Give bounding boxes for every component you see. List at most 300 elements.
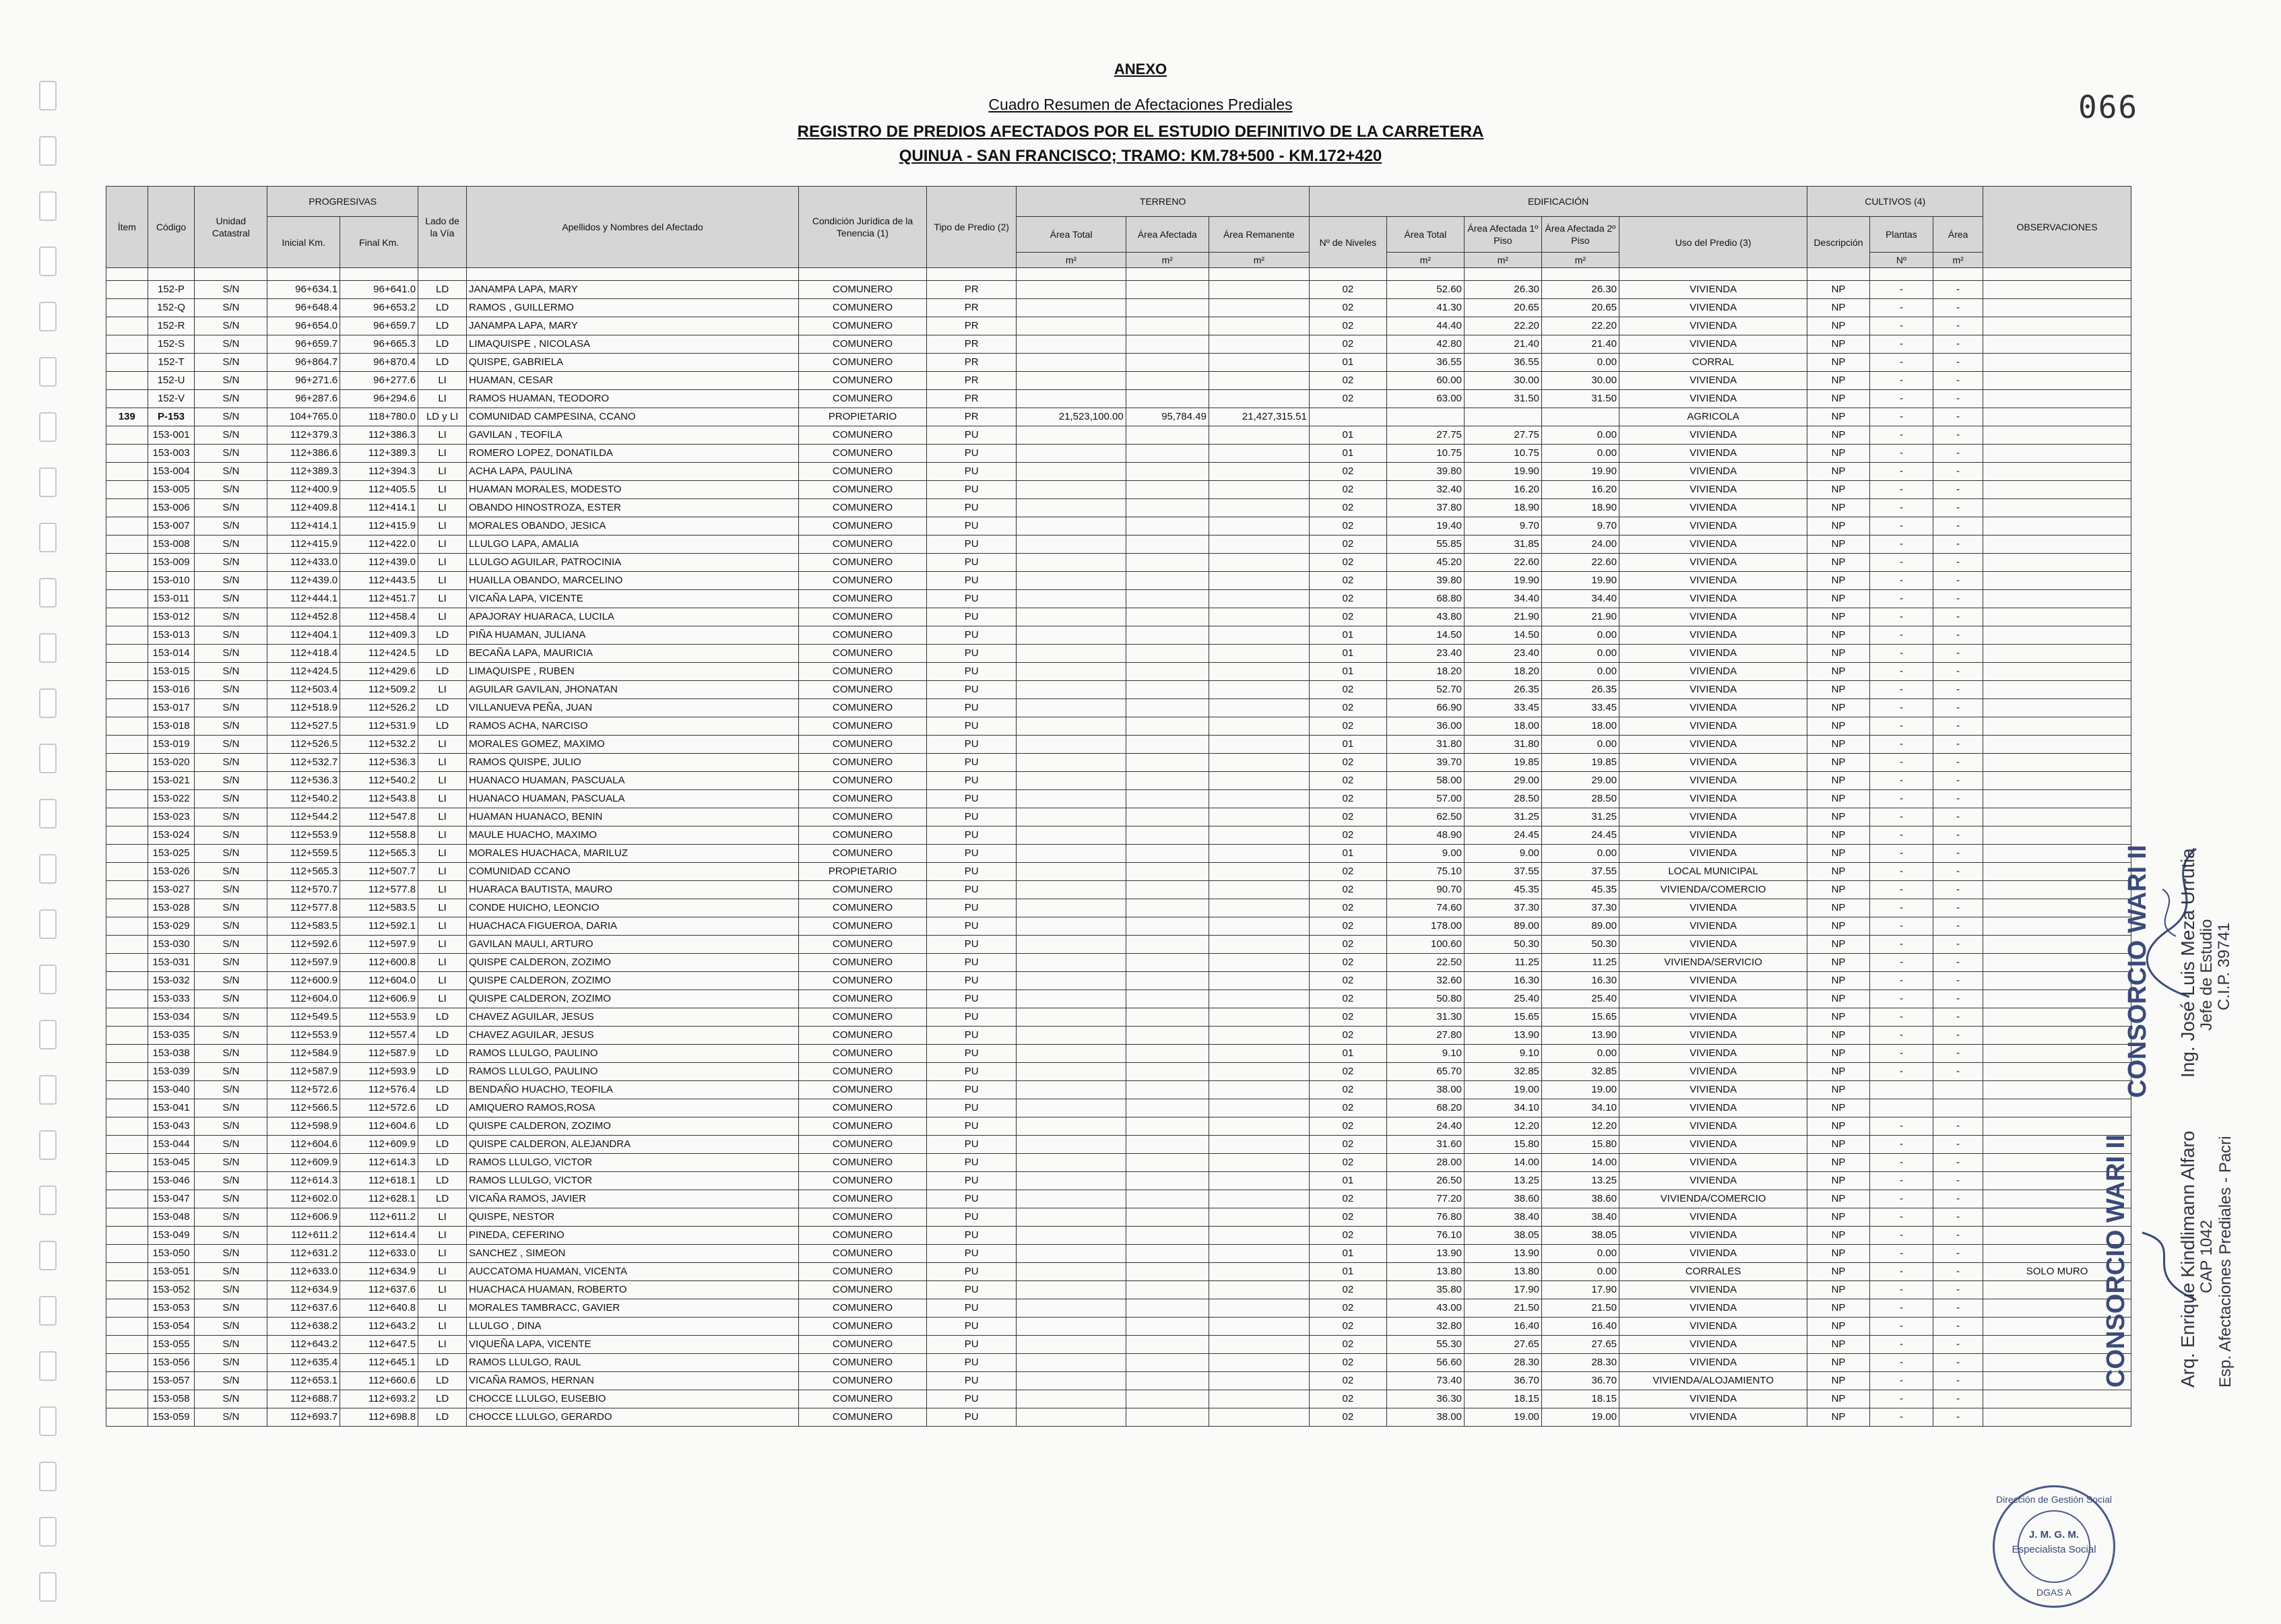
cell-uso: VIVIENDA bbox=[1619, 481, 1807, 499]
cell-t_af bbox=[1126, 663, 1209, 681]
col-cultivos: CULTIVOS (4) bbox=[1807, 187, 1983, 217]
cell-t_tot bbox=[1017, 754, 1126, 772]
cell-desc: NP bbox=[1807, 954, 1869, 972]
cell-niv: 02 bbox=[1309, 881, 1386, 899]
cell-uso: VIVIENDA bbox=[1619, 372, 1807, 390]
cell-fin: 112+600.8 bbox=[340, 954, 418, 972]
cell-t_af bbox=[1126, 772, 1209, 790]
cell-uso: VIVIENDA bbox=[1619, 681, 1807, 699]
table-row bbox=[106, 372, 2131, 390]
cell-uc: S/N bbox=[195, 1063, 267, 1081]
cell-item bbox=[106, 590, 148, 608]
cell-niv: 02 bbox=[1309, 1372, 1386, 1390]
cell-p2: 0.00 bbox=[1541, 354, 1619, 372]
stamp-initials: J. M. G. M. bbox=[2028, 1529, 2080, 1540]
cell-ini: 112+633.0 bbox=[267, 1263, 340, 1281]
cell-ar: - bbox=[1933, 1318, 1983, 1336]
cell-pl: - bbox=[1869, 517, 1933, 535]
cell-uc: S/N bbox=[195, 936, 267, 954]
cell-p2: 24.45 bbox=[1541, 826, 1619, 845]
cell-p1: 29.00 bbox=[1464, 772, 1541, 790]
cell-p2: 31.25 bbox=[1541, 808, 1619, 826]
cell-desc: NP bbox=[1807, 408, 1869, 426]
cell-obs bbox=[1983, 1063, 2131, 1081]
cell-t_tot bbox=[1017, 645, 1126, 663]
cell-uso: VIVIENDA bbox=[1619, 535, 1807, 554]
cell-p2: 21.50 bbox=[1541, 1299, 1619, 1318]
cell-uc: S/N bbox=[195, 1136, 267, 1154]
cell-obs bbox=[1983, 699, 2131, 717]
cell-ini: 112+643.2 bbox=[267, 1336, 340, 1354]
cell-pl: - bbox=[1869, 1408, 1933, 1427]
cell-uso: VIVIENDA bbox=[1619, 1027, 1807, 1045]
cell-nombre: QUISPE, GABRIELA bbox=[467, 354, 799, 372]
cell-item: 139 bbox=[106, 408, 148, 426]
stamp-ring-text: Dirección de Gestión Social bbox=[1996, 1494, 2112, 1505]
cell-e_tot: 74.60 bbox=[1386, 899, 1464, 917]
cell-cod: 153-009 bbox=[148, 554, 195, 572]
col-ed-area-total: Área Total bbox=[1386, 217, 1464, 253]
cell-uc: S/N bbox=[195, 1172, 267, 1190]
cell-pl: - bbox=[1869, 1227, 1933, 1245]
cell-cod: 153-024 bbox=[148, 826, 195, 845]
cell-desc: NP bbox=[1807, 372, 1869, 390]
cell-t_tot bbox=[1017, 1263, 1126, 1281]
cell-ini: 96+648.4 bbox=[267, 299, 340, 317]
cell-desc: NP bbox=[1807, 1190, 1869, 1208]
cell-ini: 112+635.4 bbox=[267, 1354, 340, 1372]
table-row bbox=[106, 990, 2131, 1008]
cell-cond: COMUNERO bbox=[798, 372, 926, 390]
cell-e_tot: 32.40 bbox=[1386, 481, 1464, 499]
cell-obs bbox=[1983, 1045, 2131, 1063]
cell-niv: 02 bbox=[1309, 554, 1386, 572]
cell-item bbox=[106, 1099, 148, 1117]
unit-m2: m² bbox=[1017, 253, 1126, 268]
cell-ar: - bbox=[1933, 1227, 1983, 1245]
cell-lado: LI bbox=[418, 772, 467, 790]
cell-desc: NP bbox=[1807, 390, 1869, 408]
cell-cond: COMUNERO bbox=[798, 1063, 926, 1081]
cell-nombre: RAMOS LLULGO, RAUL bbox=[467, 1354, 799, 1372]
cell-uc: S/N bbox=[195, 899, 267, 917]
cell-nombre: VIQUEÑA LAPA, VICENTE bbox=[467, 1336, 799, 1354]
cell-uc: S/N bbox=[195, 808, 267, 826]
cell-t_rem bbox=[1209, 317, 1309, 335]
cell-fin: 112+698.8 bbox=[340, 1408, 418, 1427]
cell-fin: 112+553.9 bbox=[340, 1008, 418, 1027]
cell-cod: 153-023 bbox=[148, 808, 195, 826]
cell-e_tot: 22.50 bbox=[1386, 954, 1464, 972]
cell-item bbox=[106, 535, 148, 554]
cell-ini: 112+549.5 bbox=[267, 1008, 340, 1027]
cell-niv: 02 bbox=[1309, 1227, 1386, 1245]
cell-p2: 45.35 bbox=[1541, 881, 1619, 899]
cell-t_af bbox=[1126, 1008, 1209, 1027]
cell-lado: LI bbox=[418, 954, 467, 972]
cell-nombre: HUAILLA OBANDO, MARCELINO bbox=[467, 572, 799, 590]
cell-obs bbox=[1983, 590, 2131, 608]
cell-nombre: COMUNIDAD CAMPESINA, CCANO bbox=[467, 408, 799, 426]
cell-lado: LI bbox=[418, 517, 467, 535]
cell-e_tot: 48.90 bbox=[1386, 826, 1464, 845]
cell-uc: S/N bbox=[195, 1208, 267, 1227]
cell-niv: 02 bbox=[1309, 535, 1386, 554]
cell-tipo: PR bbox=[926, 408, 1017, 426]
cell-nombre: LLULGO , DINA bbox=[467, 1318, 799, 1336]
table-row bbox=[106, 281, 2131, 299]
table-row bbox=[106, 1190, 2131, 1208]
cell-cond: COMUNERO bbox=[798, 845, 926, 863]
cell-desc: NP bbox=[1807, 1172, 1869, 1190]
architect-role: Esp. Afectaciones Prediales - Pacri bbox=[2216, 1136, 2235, 1388]
cell-ar: - bbox=[1933, 717, 1983, 736]
cell-t_af bbox=[1126, 1245, 1209, 1263]
cell-uc: S/N bbox=[195, 1354, 267, 1372]
table-row bbox=[106, 1336, 2131, 1354]
cell-lado: LD bbox=[418, 1008, 467, 1027]
cell-obs bbox=[1983, 936, 2131, 954]
cell-uc: S/N bbox=[195, 1390, 267, 1408]
cell-t_rem bbox=[1209, 736, 1309, 754]
cell-ini: 112+570.7 bbox=[267, 881, 340, 899]
cell-tipo: PU bbox=[926, 1263, 1017, 1281]
cell-obs bbox=[1983, 863, 2131, 881]
cell-tipo: PU bbox=[926, 1063, 1017, 1081]
cell-pl: - bbox=[1869, 408, 1933, 426]
cell-tipo: PR bbox=[926, 317, 1017, 335]
cell-uc: S/N bbox=[195, 1027, 267, 1045]
cell-uc: S/N bbox=[195, 626, 267, 645]
cell-tipo: PU bbox=[926, 481, 1017, 499]
cell-niv: 01 bbox=[1309, 1245, 1386, 1263]
cell-niv: 02 bbox=[1309, 372, 1386, 390]
cell-cond: COMUNERO bbox=[798, 736, 926, 754]
cell-t_rem bbox=[1209, 445, 1309, 463]
table-row bbox=[106, 772, 2131, 790]
cell-uso: VIVIENDA bbox=[1619, 1318, 1807, 1336]
cell-desc: NP bbox=[1807, 790, 1869, 808]
cell-t_rem bbox=[1209, 281, 1309, 299]
cell-p1: 27.65 bbox=[1464, 1336, 1541, 1354]
table-row bbox=[106, 1045, 2131, 1063]
cell-t_af bbox=[1126, 317, 1209, 335]
cell-uc: S/N bbox=[195, 1008, 267, 1027]
cell-p1: 28.30 bbox=[1464, 1354, 1541, 1372]
cell-ini: 112+653.1 bbox=[267, 1372, 340, 1390]
cell-niv: 02 bbox=[1309, 499, 1386, 517]
cell-t_tot bbox=[1017, 517, 1126, 535]
cell-tipo: PU bbox=[926, 572, 1017, 590]
cell-desc: NP bbox=[1807, 317, 1869, 335]
table-row bbox=[106, 1117, 2131, 1136]
cell-p2: 18.00 bbox=[1541, 717, 1619, 736]
cell-item bbox=[106, 1063, 148, 1081]
cell-niv: 02 bbox=[1309, 481, 1386, 499]
cell-p2: 13.25 bbox=[1541, 1172, 1619, 1190]
cell-lado: LD bbox=[418, 1045, 467, 1063]
cell-t_tot bbox=[1017, 1154, 1126, 1172]
cell-tipo: PU bbox=[926, 990, 1017, 1008]
cell-item bbox=[106, 917, 148, 936]
cell-pl: - bbox=[1869, 1390, 1933, 1408]
cell-nombre: RAMOS ACHA, NARCISO bbox=[467, 717, 799, 736]
cell-fin: 112+386.3 bbox=[340, 426, 418, 445]
cell-p1: 23.40 bbox=[1464, 645, 1541, 663]
cell-pl: - bbox=[1869, 445, 1933, 463]
cell-uc: S/N bbox=[195, 426, 267, 445]
cell-uso: CORRALES bbox=[1619, 1263, 1807, 1281]
cell-p2: 13.90 bbox=[1541, 1027, 1619, 1045]
cell-p1: 14.00 bbox=[1464, 1154, 1541, 1172]
cell-p2: 18.90 bbox=[1541, 499, 1619, 517]
cell-p1: 36.70 bbox=[1464, 1372, 1541, 1390]
cell-ini: 96+659.7 bbox=[267, 335, 340, 354]
cell-e_tot: 9.00 bbox=[1386, 845, 1464, 863]
cell-lado: LI bbox=[418, 972, 467, 990]
unit-m2: m² bbox=[1386, 253, 1464, 268]
cell-ar: - bbox=[1933, 1408, 1983, 1427]
cell-lado: LD bbox=[418, 1154, 467, 1172]
table-row bbox=[106, 1354, 2131, 1372]
cell-e_tot: 39.80 bbox=[1386, 463, 1464, 481]
cell-uc: S/N bbox=[195, 663, 267, 681]
cell-uc: S/N bbox=[195, 645, 267, 663]
cell-lado: LD bbox=[418, 354, 467, 372]
cell-cod: 153-046 bbox=[148, 1172, 195, 1190]
table-row bbox=[106, 426, 2131, 445]
cell-uc: S/N bbox=[195, 517, 267, 535]
cell-ar: - bbox=[1933, 1281, 1983, 1299]
cell-p2: 17.90 bbox=[1541, 1281, 1619, 1299]
cell-p2: 32.85 bbox=[1541, 1063, 1619, 1081]
cell-p2: 16.20 bbox=[1541, 481, 1619, 499]
cell-fin: 112+540.2 bbox=[340, 772, 418, 790]
cell-tipo: PU bbox=[926, 863, 1017, 881]
cell-t_rem bbox=[1209, 390, 1309, 408]
cell-uc: S/N bbox=[195, 863, 267, 881]
cell-pl: - bbox=[1869, 899, 1933, 917]
unit-m2: m² bbox=[1464, 253, 1541, 268]
binder-holes bbox=[39, 81, 59, 1563]
cell-nombre: CHOCCE LLULGO, EUSEBIO bbox=[467, 1390, 799, 1408]
cell-ar: - bbox=[1933, 481, 1983, 499]
cell-e_tot: 27.75 bbox=[1386, 426, 1464, 445]
cell-p2: 36.70 bbox=[1541, 1372, 1619, 1390]
cell-fin: 96+277.6 bbox=[340, 372, 418, 390]
cell-uso: VIVIENDA/COMERCIO bbox=[1619, 1190, 1807, 1208]
unit-m2: m² bbox=[1209, 253, 1309, 268]
cell-pl: - bbox=[1869, 281, 1933, 299]
table-row bbox=[106, 299, 2131, 317]
cell-item bbox=[106, 445, 148, 463]
cell-obs bbox=[1983, 481, 2131, 499]
cell-ini: 112+559.5 bbox=[267, 845, 340, 863]
cell-p2: 0.00 bbox=[1541, 1263, 1619, 1281]
cell-t_af bbox=[1126, 954, 1209, 972]
cell-cod: 153-043 bbox=[148, 1117, 195, 1136]
cell-tipo: PU bbox=[926, 826, 1017, 845]
cell-e_tot: 36.00 bbox=[1386, 717, 1464, 736]
cell-desc: NP bbox=[1807, 1154, 1869, 1172]
cell-p2: 30.00 bbox=[1541, 372, 1619, 390]
cell-t_af bbox=[1126, 1190, 1209, 1208]
cell-uc: S/N bbox=[195, 1154, 267, 1172]
cell-e_tot: 38.00 bbox=[1386, 1408, 1464, 1427]
cell-pl: - bbox=[1869, 590, 1933, 608]
cell-t_tot bbox=[1017, 626, 1126, 645]
cell-nombre: MORALES GOMEZ, MAXIMO bbox=[467, 736, 799, 754]
cell-nombre: AUCCATOMA HUAMAN, VICENTA bbox=[467, 1263, 799, 1281]
cell-p1: 28.50 bbox=[1464, 790, 1541, 808]
cell-uso: VIVIENDA bbox=[1619, 1081, 1807, 1099]
cell-lado: LI bbox=[418, 372, 467, 390]
cell-ini: 112+583.5 bbox=[267, 917, 340, 936]
cell-p1: 30.00 bbox=[1464, 372, 1541, 390]
cell-t_af bbox=[1126, 1136, 1209, 1154]
cell-obs bbox=[1983, 1081, 2131, 1099]
cell-ar: - bbox=[1933, 1263, 1983, 1281]
cell-t_af bbox=[1126, 481, 1209, 499]
cell-nombre: GAVILAN MAULI, ARTURO bbox=[467, 936, 799, 954]
col-lado: Lado de la Vía bbox=[418, 187, 467, 268]
cell-desc: NP bbox=[1807, 663, 1869, 681]
table-row bbox=[106, 463, 2131, 481]
cell-cod: 153-005 bbox=[148, 481, 195, 499]
cell-p1: 22.20 bbox=[1464, 317, 1541, 335]
cell-pl: - bbox=[1869, 626, 1933, 645]
cell-e_tot: 44.40 bbox=[1386, 317, 1464, 335]
cell-uc: S/N bbox=[195, 608, 267, 626]
cell-p2: 0.00 bbox=[1541, 845, 1619, 863]
cell-cod: 153-049 bbox=[148, 1227, 195, 1245]
cell-fin: 112+592.1 bbox=[340, 917, 418, 936]
cell-pl: - bbox=[1869, 1336, 1933, 1354]
cell-lado: LD bbox=[418, 317, 467, 335]
cell-t_rem bbox=[1209, 335, 1309, 354]
cell-t_tot bbox=[1017, 663, 1126, 681]
cell-pl: - bbox=[1869, 608, 1933, 626]
cell-cod: 153-022 bbox=[148, 790, 195, 808]
cell-uc: S/N bbox=[195, 954, 267, 972]
table-row bbox=[106, 481, 2131, 499]
cell-tipo: PU bbox=[926, 881, 1017, 899]
cell-desc: NP bbox=[1807, 681, 1869, 699]
unit-m2: m² bbox=[1933, 253, 1983, 268]
cell-niv: 02 bbox=[1309, 808, 1386, 826]
cell-cond: COMUNERO bbox=[798, 790, 926, 808]
cell-p1: 16.20 bbox=[1464, 481, 1541, 499]
cell-p1: 34.40 bbox=[1464, 590, 1541, 608]
cell-p1: 11.25 bbox=[1464, 954, 1541, 972]
cell-pl: - bbox=[1869, 917, 1933, 936]
cell-nombre: RAMOS LLULGO, VICTOR bbox=[467, 1172, 799, 1190]
cell-ini: 112+415.9 bbox=[267, 535, 340, 554]
cell-ar: - bbox=[1933, 390, 1983, 408]
cell-pl: - bbox=[1869, 535, 1933, 554]
cell-ini: 112+433.0 bbox=[267, 554, 340, 572]
cell-ini: 112+400.9 bbox=[267, 481, 340, 499]
cell-e_tot: 38.00 bbox=[1386, 1081, 1464, 1099]
cell-cond: COMUNERO bbox=[798, 1008, 926, 1027]
cell-ar: - bbox=[1933, 1172, 1983, 1190]
cell-ini: 112+572.6 bbox=[267, 1081, 340, 1099]
cell-tipo: PU bbox=[926, 790, 1017, 808]
cell-cond: COMUNERO bbox=[798, 663, 926, 681]
cell-uso: VIVIENDA bbox=[1619, 990, 1807, 1008]
cell-fin: 112+536.3 bbox=[340, 754, 418, 772]
architect-cap: CAP 1042 bbox=[2197, 1220, 2216, 1293]
cell-obs bbox=[1983, 917, 2131, 936]
cell-obs bbox=[1983, 517, 2131, 535]
cell-e_tot: 35.80 bbox=[1386, 1281, 1464, 1299]
cell-desc: NP bbox=[1807, 481, 1869, 499]
cell-fin: 112+609.9 bbox=[340, 1136, 418, 1154]
cell-obs bbox=[1983, 1027, 2131, 1045]
cell-tipo: PU bbox=[926, 1318, 1017, 1336]
cell-t_af bbox=[1126, 917, 1209, 936]
cell-fin: 112+409.3 bbox=[340, 626, 418, 645]
cell-cod: 153-017 bbox=[148, 699, 195, 717]
cell-p1: 31.50 bbox=[1464, 390, 1541, 408]
cell-pl: - bbox=[1869, 736, 1933, 754]
cell-pl: - bbox=[1869, 790, 1933, 808]
affected-properties-table bbox=[106, 186, 2131, 1427]
cell-desc: NP bbox=[1807, 535, 1869, 554]
cell-pl: - bbox=[1869, 936, 1933, 954]
cell-e_tot: 60.00 bbox=[1386, 372, 1464, 390]
cell-niv: 02 bbox=[1309, 463, 1386, 481]
summary-title: Cuadro Resumen de Afectaciones Prediales bbox=[988, 96, 1293, 113]
cell-e_tot: 19.40 bbox=[1386, 517, 1464, 535]
cell-t_tot bbox=[1017, 354, 1126, 372]
cell-p1: 32.85 bbox=[1464, 1063, 1541, 1081]
cell-t_rem bbox=[1209, 954, 1309, 972]
cell-uc: S/N bbox=[195, 881, 267, 899]
cell-t_tot bbox=[1017, 590, 1126, 608]
cell-t_rem bbox=[1209, 499, 1309, 517]
cell-lado: LD bbox=[418, 1136, 467, 1154]
cell-tipo: PU bbox=[926, 1027, 1017, 1045]
cell-nombre: QUISPE CALDERON, ZOZIMO bbox=[467, 954, 799, 972]
cell-uso: VIVIENDA bbox=[1619, 1390, 1807, 1408]
cell-pl: - bbox=[1869, 645, 1933, 663]
cell-p1: 18.00 bbox=[1464, 717, 1541, 736]
cell-p2: 50.30 bbox=[1541, 936, 1619, 954]
cell-ar: - bbox=[1933, 517, 1983, 535]
cell-niv: 01 bbox=[1309, 663, 1386, 681]
cell-obs bbox=[1983, 790, 2131, 808]
cell-p2: 15.80 bbox=[1541, 1136, 1619, 1154]
cell-nombre: LLULGO LAPA, AMALIA bbox=[467, 535, 799, 554]
col-area-remanente: Área Remanente bbox=[1209, 217, 1309, 253]
cell-t_rem bbox=[1209, 463, 1309, 481]
cell-pl: - bbox=[1869, 372, 1933, 390]
cell-uso: VIVIENDA bbox=[1619, 1408, 1807, 1427]
cell-fin: 96+294.6 bbox=[340, 390, 418, 408]
cell-ini: 104+765.0 bbox=[267, 408, 340, 426]
cell-e_tot: 45.20 bbox=[1386, 554, 1464, 572]
cell-lado: LI bbox=[418, 1227, 467, 1245]
cell-cod: 153-059 bbox=[148, 1408, 195, 1427]
cell-uc: S/N bbox=[195, 772, 267, 790]
cell-t_tot bbox=[1017, 1081, 1126, 1099]
cell-t_af bbox=[1126, 881, 1209, 899]
cell-uc: S/N bbox=[195, 572, 267, 590]
cell-ar: - bbox=[1933, 1190, 1983, 1208]
cell-cond: COMUNERO bbox=[798, 772, 926, 790]
cell-t_af bbox=[1126, 1227, 1209, 1245]
